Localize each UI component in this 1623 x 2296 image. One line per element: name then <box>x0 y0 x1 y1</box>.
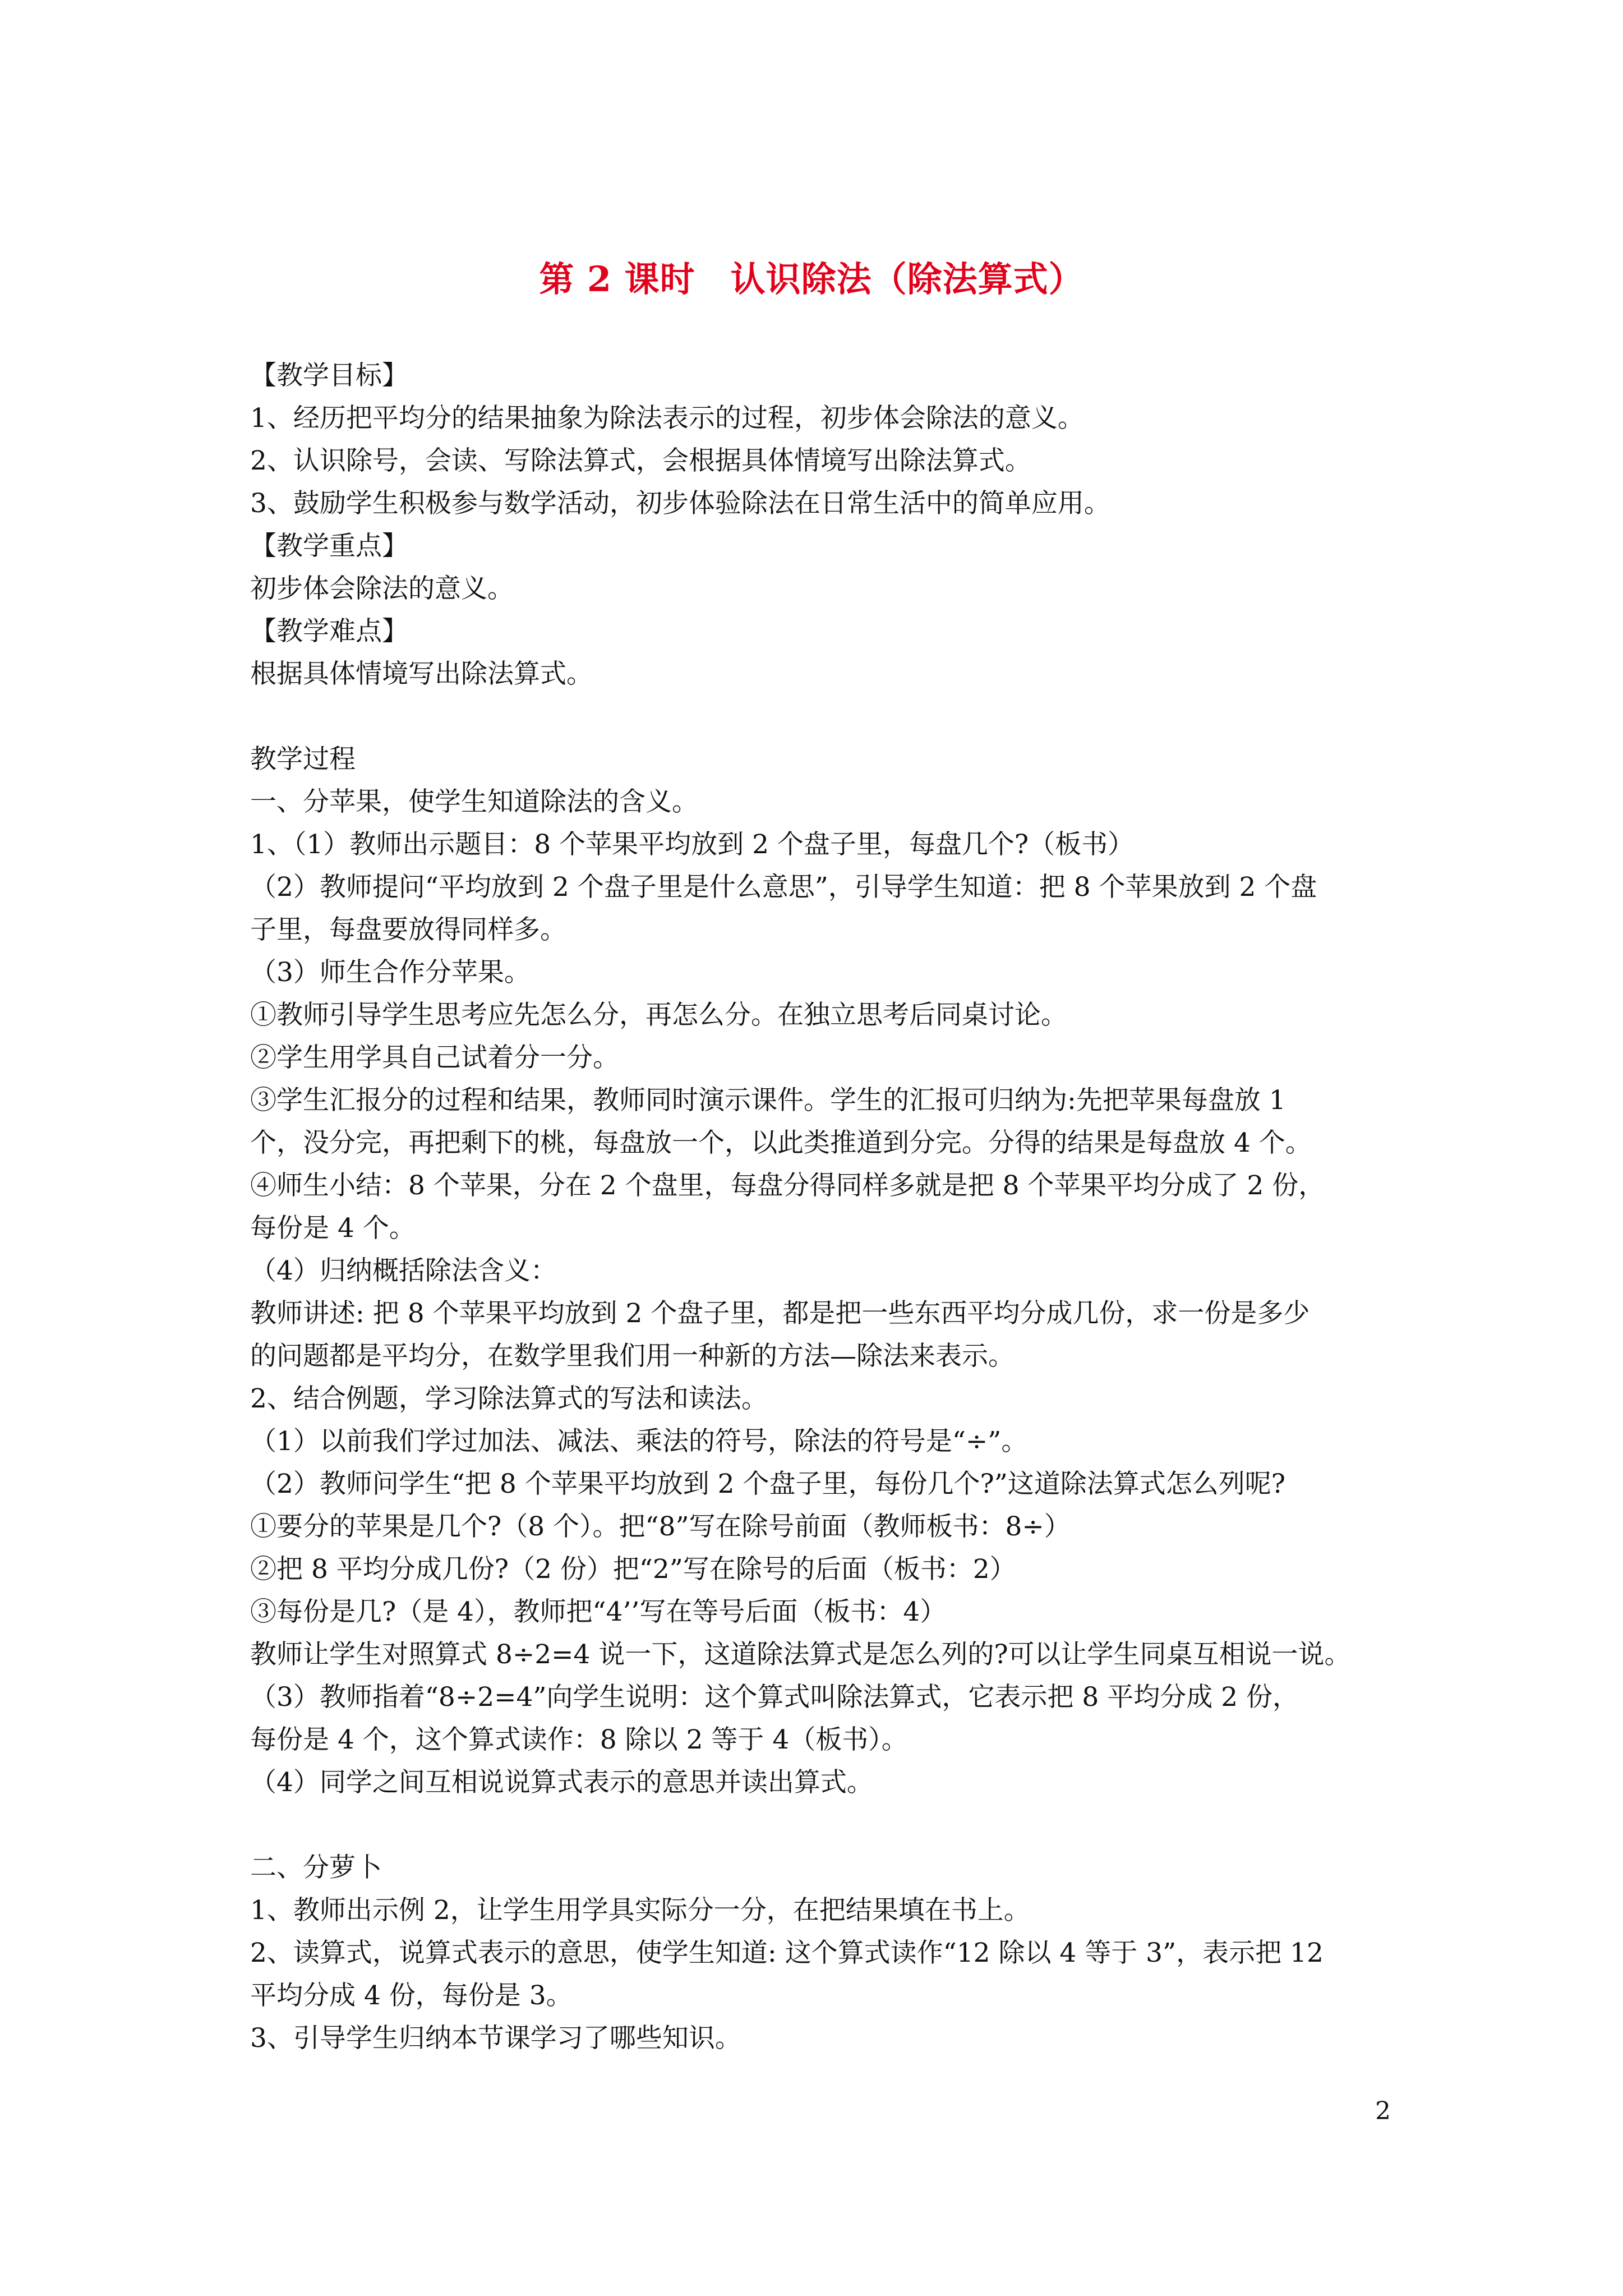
text-line: 1、经历把平均分的结果抽象为除法表示的过程，初步体会除法的意义。 <box>250 403 1084 434</box>
text-line: ①教师引导学生思考应先怎么分，再怎么分。在独立思考后同桌讨论。 <box>250 1000 1067 1030</box>
text-line: 根据具体情境写出除法算式。 <box>250 659 593 689</box>
text-line: （2）教师问学生“把 8 个苹果平均放到 2 个盘子里，每份几个?”这道除法算式怎么列呢? <box>250 1469 1285 1499</box>
text-line: 初步体会除法的意义。 <box>250 573 514 604</box>
text-line: （1）以前我们学过加法、减法、乘法的符号，除法的符号是“÷”。 <box>250 1426 1028 1457</box>
text-line: 【教学重点】 <box>250 531 408 562</box>
text-line: 的问题都是平均分，在数学里我们用一种新的方法—除法来表示。 <box>250 1341 1015 1372</box>
lesson-title: 第 2 课时 认识除法（除法算式） <box>539 259 1084 300</box>
text-line: 子里，每盘要放得同样多。 <box>250 914 566 945</box>
text-line: 教师讲述: 把 8 个苹果平均放到 2 个盘子里，都是把一些东西平均分成几份，求一份是多少 <box>250 1298 1310 1329</box>
page-number: 2 <box>1375 2097 1391 2125</box>
text-line: （2）教师提问“平均放到 2 个盘子里是什么意思”，引导学生知道：把 8 个苹果放到 2 个盘 <box>250 872 1317 903</box>
text-line: （3）教师指着“8÷2=4”向学生说明：这个算式叫除法算式，它表示把 8 平均分成 2 份， <box>250 1682 1299 1713</box>
text-line: 教师让学生对照算式 8÷2=4 说一下，这道除法算式是怎么列的?可以让学生同桌互相说一说。 <box>250 1639 1351 1670</box>
text-line: 个，没分完，再把剩下的桃，每盘放一个，以此类推道到分完。分得的结果是每盘放 4 个。 <box>250 1128 1312 1158</box>
text-line: ③学生汇报分的过程和结果，教师同时演示课件。学生的汇报可归纳为:先把苹果每盘放 1 <box>250 1085 1286 1116</box>
text-line: 一、分苹果，使学生知道除法的含义。 <box>250 786 698 817</box>
text-line: 2、读算式，说算式表示的意思，使学生知道: 这个算式读作“12 除以 4 等于 3”，表示把 12 <box>250 1938 1324 1968</box>
text-line: ②把 8 平均分成几份?（2 份）把“2”写在除号的后面（板书：2） <box>250 1554 1016 1585</box>
text-line: ②学生用学具自己试着分一分。 <box>250 1042 619 1073</box>
text-line: 【教学难点】 <box>250 616 408 647</box>
text-line: 教学过程 <box>250 744 356 775</box>
text-line: 3、引导学生归纳本节课学习了哪些知识。 <box>250 2023 741 2054</box>
text-line: （4）同学之间互相说说算式表示的意思并读出算式。 <box>250 1767 873 1798</box>
text-line: 每份是 4 个。 <box>250 1213 416 1244</box>
text-line: （3）师生合作分苹果。 <box>250 957 531 988</box>
text-line: 每份是 4 个，这个算式读作：8 除以 2 等于 4（板书）。 <box>250 1724 908 1755</box>
text-line: 二、分萝卜 <box>250 1852 382 1883</box>
text-line: ④师生小结：8 个苹果，分在 2 个盘里，每盘分得同样多就是把 8 个苹果平均分成了 2 份， <box>250 1170 1325 1201</box>
text-line: （4）归纳概括除法含义： <box>250 1255 557 1286</box>
lesson-body <box>250 355 1394 2060</box>
text-line: 【教学目标】 <box>250 360 408 391</box>
text-line: ③每份是几?（是 4），教师把“4’’写在等号后面（板书：4） <box>250 1596 947 1627</box>
text-line: 1、（1）教师出示题目：8 个苹果平均放到 2 个盘子里，每盘几个?（板书） <box>250 829 1135 860</box>
blank-line <box>250 1804 1394 1847</box>
text-line: 平均分成 4 份，每份是 3。 <box>250 1980 573 2011</box>
text-line: 1、教师出示例 2，让学生用学具实际分一分，在把结果填在书上。 <box>250 1895 1030 1926</box>
blank-line <box>250 696 1394 738</box>
text-line: 2、认识除号，会读、写除法算式，会根据具体情境写出除法算式。 <box>250 445 1031 476</box>
text-line: 3、鼓励学生积极参与数学活动，初步体验除法在日常生活中的简单应用。 <box>250 488 1110 519</box>
text-line: 2、结合例题，学习除法算式的写法和读法。 <box>250 1383 768 1414</box>
text-line: ①要分的苹果是几个?（8 个）。把“8”写在除号前面（教师板书：8÷） <box>250 1511 1071 1542</box>
